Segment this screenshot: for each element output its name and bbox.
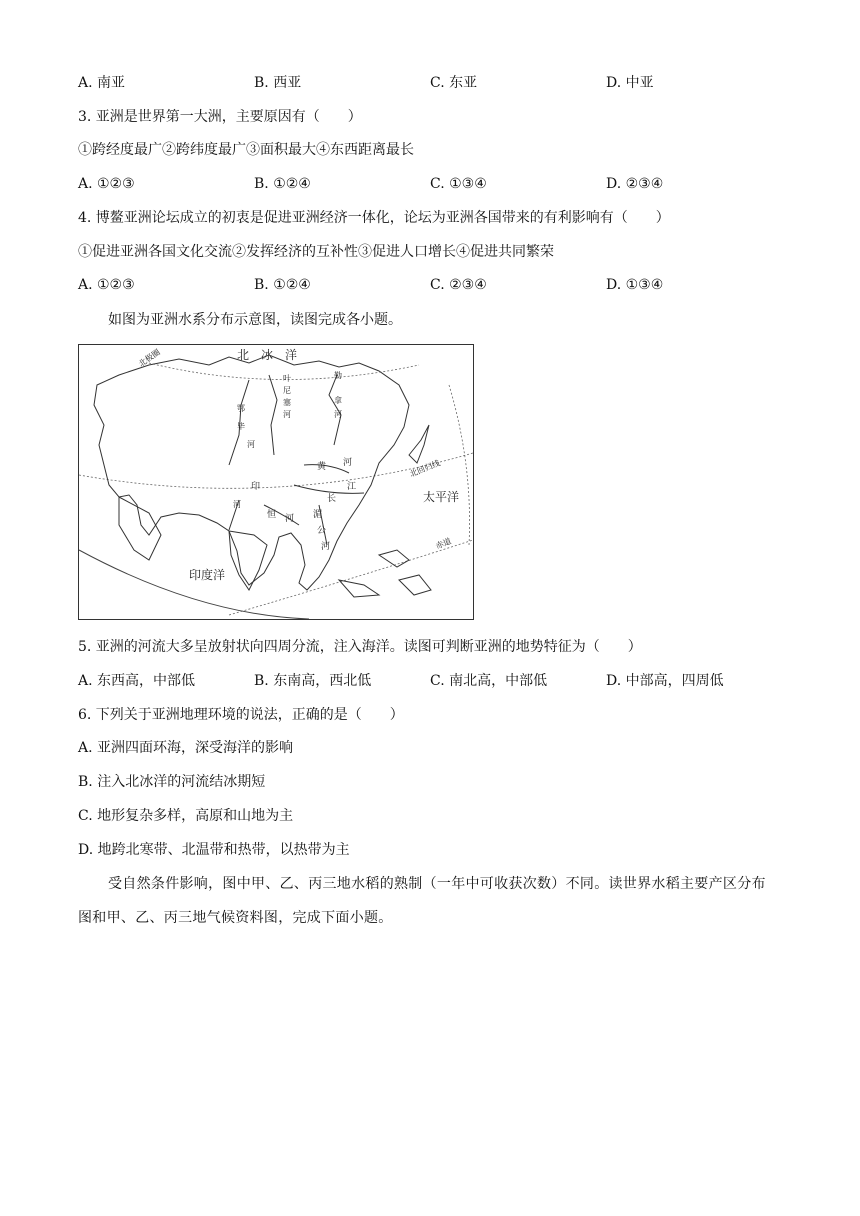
q2-option-d[interactable]: D. 中亚 xyxy=(606,75,654,91)
label-ob-3: 河 xyxy=(247,440,255,449)
q3-option-b[interactable]: B. ①②④ xyxy=(254,176,311,192)
q5-option-d[interactable]: D. 中部高，四周低 xyxy=(606,673,724,689)
label-pacific: 太平洋 xyxy=(423,490,460,504)
label-ganges-2: 河 xyxy=(285,514,295,524)
q3-statements: ①跨经度最广②跨纬度最广③面积最大④东西距离最长 xyxy=(78,142,414,158)
label-yellow-2: 河 xyxy=(343,458,353,468)
label-yangtze-2: 江 xyxy=(347,482,357,492)
meridian-line xyxy=(449,385,470,545)
q5-option-c[interactable]: C. 南北高，中部低 xyxy=(430,673,548,689)
q6-option-d[interactable]: D. 地跨北寒带、北温带和热带，以热带为主 xyxy=(78,842,350,858)
label-indian-ocean: 印度洋 xyxy=(189,568,226,582)
label-equator: 赤道 xyxy=(434,536,453,551)
q4-options xyxy=(78,275,778,295)
q3-option-c[interactable]: C. ①③④ xyxy=(430,176,487,192)
label-lena-1: 勒 xyxy=(334,371,342,380)
q4-option-d[interactable]: D. ①③④ xyxy=(606,277,664,293)
label-arctic-ocean: 北 冰 洋 xyxy=(237,348,298,362)
q4-stem: 4. 博鳌亚洲论坛成立的初衷是促进亚洲经济一体化，论坛为亚洲各国带来的有利影响有（ ） xyxy=(78,210,670,226)
q6-option-b[interactable]: B. 注入北冰洋的河流结冰期短 xyxy=(78,774,266,790)
q5-option-b[interactable]: B. 东南高，西北低 xyxy=(254,673,372,689)
label-mekong-3: 河 xyxy=(321,542,331,552)
label-yangtze-1: 长 xyxy=(327,494,337,504)
label-ob-1: 鄂 xyxy=(237,404,245,413)
japan-outline xyxy=(409,425,429,463)
q3-options xyxy=(78,174,778,194)
label-ganges-1: 恒 xyxy=(267,510,277,520)
q2-options xyxy=(78,73,778,93)
map-border-arc xyxy=(79,550,309,619)
label-yenisei-1: 叶 xyxy=(283,374,291,383)
label-mekong-1: 湄 xyxy=(313,510,323,520)
label-mekong-2: 公 xyxy=(317,526,327,536)
q6-option-c[interactable]: C. 地形复杂多样，高原和山地为主 xyxy=(78,808,294,824)
india-outline xyxy=(229,531,267,590)
label-yenisei-4: 河 xyxy=(283,410,291,419)
q3-option-a[interactable]: A. ①②③ xyxy=(78,176,135,192)
q2-option-c[interactable]: C. 东亚 xyxy=(430,75,478,91)
q4-option-a[interactable]: A. ①②③ xyxy=(78,277,135,293)
label-indus-2: 河 xyxy=(233,500,241,509)
q3-option-d[interactable]: D. ②③④ xyxy=(606,176,664,192)
yenisei-river xyxy=(269,375,277,455)
q5-option-a[interactable]: A. 东西高，中部低 xyxy=(78,673,196,689)
q6-option-a[interactable]: A. 亚洲四面环海，深受海洋的影响 xyxy=(78,740,294,756)
q4-option-c[interactable]: C. ②③④ xyxy=(430,277,487,293)
label-ob-2: 毕 xyxy=(237,422,245,431)
q2-option-a[interactable]: A. 南亚 xyxy=(78,75,126,91)
label-yenisei-2: 尼 xyxy=(283,386,291,395)
map-svg xyxy=(79,345,473,619)
q5-stem: 5. 亚洲的河流大多呈放射状向四周分流，注入海洋。读图可判断亚洲的地势特征为（ ） xyxy=(78,639,642,655)
label-tropic-of-cancer: 北回归线 xyxy=(408,458,442,479)
q5-options xyxy=(78,671,778,691)
label-arctic-circle: 北极圈 xyxy=(136,347,162,369)
label-lena-3: 河 xyxy=(334,410,342,419)
q3-stem: 3. 亚洲是世界第一大洲，主要原因有（ ） xyxy=(78,109,362,125)
q6-stem: 6. 下列关于亚洲地理环境的说法，正确的是（ ） xyxy=(78,707,404,723)
arabia-outline xyxy=(119,497,161,560)
map-intro: 如图为亚洲水系分布示意图，读图完成各小题。 xyxy=(108,312,402,328)
q4-statements: ①促进亚洲各国文化交流②发挥经济的互补性③促进人口增长④促进共同繁荣 xyxy=(78,244,554,260)
q2-option-b[interactable]: B. 西亚 xyxy=(254,75,302,91)
label-indus-1: 印 xyxy=(251,482,261,492)
asia-river-map xyxy=(78,344,474,620)
label-yellow-1: 黄 xyxy=(317,462,327,472)
q4-option-b[interactable]: B. ①②④ xyxy=(254,277,311,293)
label-lena-2: 拿 xyxy=(334,396,342,405)
label-yenisei-3: 塞 xyxy=(283,398,291,407)
equator-line xyxy=(229,540,473,615)
island-outlines xyxy=(339,550,431,597)
rice-intro: 受自然条件影响，图中甲、乙、丙三地水稻的熟制（一年中可收获次数）不同。读世界水稻主要产区分布图和甲、乙、丙三地气候资料图，完成下面小题。 xyxy=(78,876,766,926)
